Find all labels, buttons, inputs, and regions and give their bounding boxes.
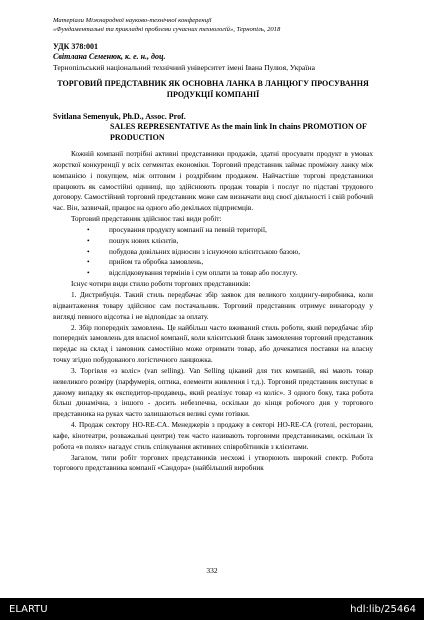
bullet-icon: • xyxy=(87,224,90,234)
paragraph: Кожній компанії потрібні активні представники продажів, здатні просувати продукт в умовах жорсткої конкуренції у всіх сегментах економіки. Торговий представник займає проміжну ланку між компанією і покупцем, між оптовим і роздрібним продажем. Найчастіше торгові представники працюють як самостійні одиниці, що здійснюють продаж товарів і послуг по підставі трудового договору. Самостійний торговий представник може сам визначати вид своєї діяльності і свій робочий час. Він, зазвичай, працює на одного або декількох підприємців. xyxy=(53,149,373,213)
handle-identifier[interactable]: hdl:lib/25464 xyxy=(350,604,416,615)
list-item xyxy=(87,224,373,236)
article-body xyxy=(53,149,373,474)
paragraph: Загалом, типи робіт торгових представників несхожі і утворюють широкий спектр. Робота торгового представника компанії «Сандора» (найбільший виробник xyxy=(53,452,373,473)
list-item xyxy=(87,257,373,268)
paragraph: 4. Продаж сектору HO-RE-CA. Менеджерів з продажу в секторі HO-RE-CA (готелі, ресторани, кафе, кінотеатри, розважальні центри) теж часто називають торговими представниками, оскільки їх робота «в полях» нагадує стиль спілкування активних співробітників з клієнтами. xyxy=(53,420,373,451)
author-name: Світлана Семенюк, к. е. н., доц. xyxy=(53,52,166,61)
paragraph: Торговий представник здійснює такі види робіт: xyxy=(71,214,222,224)
conference-line: Матеріали Міжнародної науково-технічної конференції xyxy=(53,17,212,24)
article-title-english: SALES REPRESENTATIVE As the main link In chains PROMOTION OF PRODUCTION xyxy=(110,122,367,142)
list-item-text: побудова довільних відносин з існуючою клієнтською базою, xyxy=(109,246,301,256)
article-title: ТОРГОВИЙ ПРЕДСТАВНИК ЯК ОСНОВНА ЛАНКА В ЛАНЦЮГУ ПРОСУВАННЯ ПРОДУКЦІЇ КОМПАНІЇ xyxy=(57,79,369,99)
author-name-english: Svitlana Semenyuk, Ph.D., Assoc. Prof. xyxy=(53,112,186,121)
author-affiliation: Тернопільський національний технічний університет імені Івана Пулюя, Україна xyxy=(53,63,315,72)
bullet-list xyxy=(53,225,373,279)
paragraph: Існує чотири види стилю роботи торгових представників: xyxy=(71,279,251,289)
repository-name: ELARTU xyxy=(9,604,48,615)
paragraph: 2. Збір попередніх замовлень. Це найбільш часто вживаний стиль роботи, який передбачає збір попередніх замовлень для власної компанії, коли клієнтський бланк замовлення торговий представник передає на склад і замовник самостійно може отримати товар, або дочекатися поставки на власну точку згідно побудованого логістичного ланцюжка. xyxy=(53,322,373,365)
list-item-text: просування продукту компанії на певній території, xyxy=(109,224,267,234)
bullet-icon: • xyxy=(87,235,90,245)
bullet-icon: • xyxy=(87,246,90,256)
list-item-text: пошук нових клієнтів, xyxy=(109,235,179,245)
page-number: 332 xyxy=(206,566,218,575)
paragraph: 3. Торгівля «з коліс» (van selling). Van Selling цікавий для тих компаній, які мають товар невеликого розміру (парфумерія, оптика, елементи живлення і т.д.). Торговий представник виступає в даному випадку як експедитор-продавець, який реалізує товар «з коліс». З одного боку, така робота більш динамічна, з іншого - досить небезпечна, оскільки до кінця робочого дня у торгового представника на руках часто залишаються великі суми готівки. xyxy=(53,365,373,419)
conference-line: «Фундаментальні та прикладні проблеми сучасних технологій», Тернопіль, 2018 xyxy=(53,25,281,33)
bullet-icon: • xyxy=(87,257,90,267)
conference-header xyxy=(53,17,383,34)
list-item xyxy=(87,235,373,247)
paragraph: 1. Дистрибуція. Такий стиль передбачає збір заявок для великого холдингу-виробника, коли відвантаження товару здійснює сам постачальник. Торговий представник отримує винагороду у вигляді певного відсотка і не відповідає за оплату. xyxy=(53,289,373,321)
bullet-icon: • xyxy=(87,268,90,278)
list-item-text: відслідковування термінів і сум оплати за товар або послугу. xyxy=(109,268,298,278)
udk-code: УДК 378:001 xyxy=(53,42,99,51)
list-item-text: прийом та обробка замовлень, xyxy=(109,257,204,267)
list-item xyxy=(87,246,373,258)
list-item xyxy=(87,268,373,279)
